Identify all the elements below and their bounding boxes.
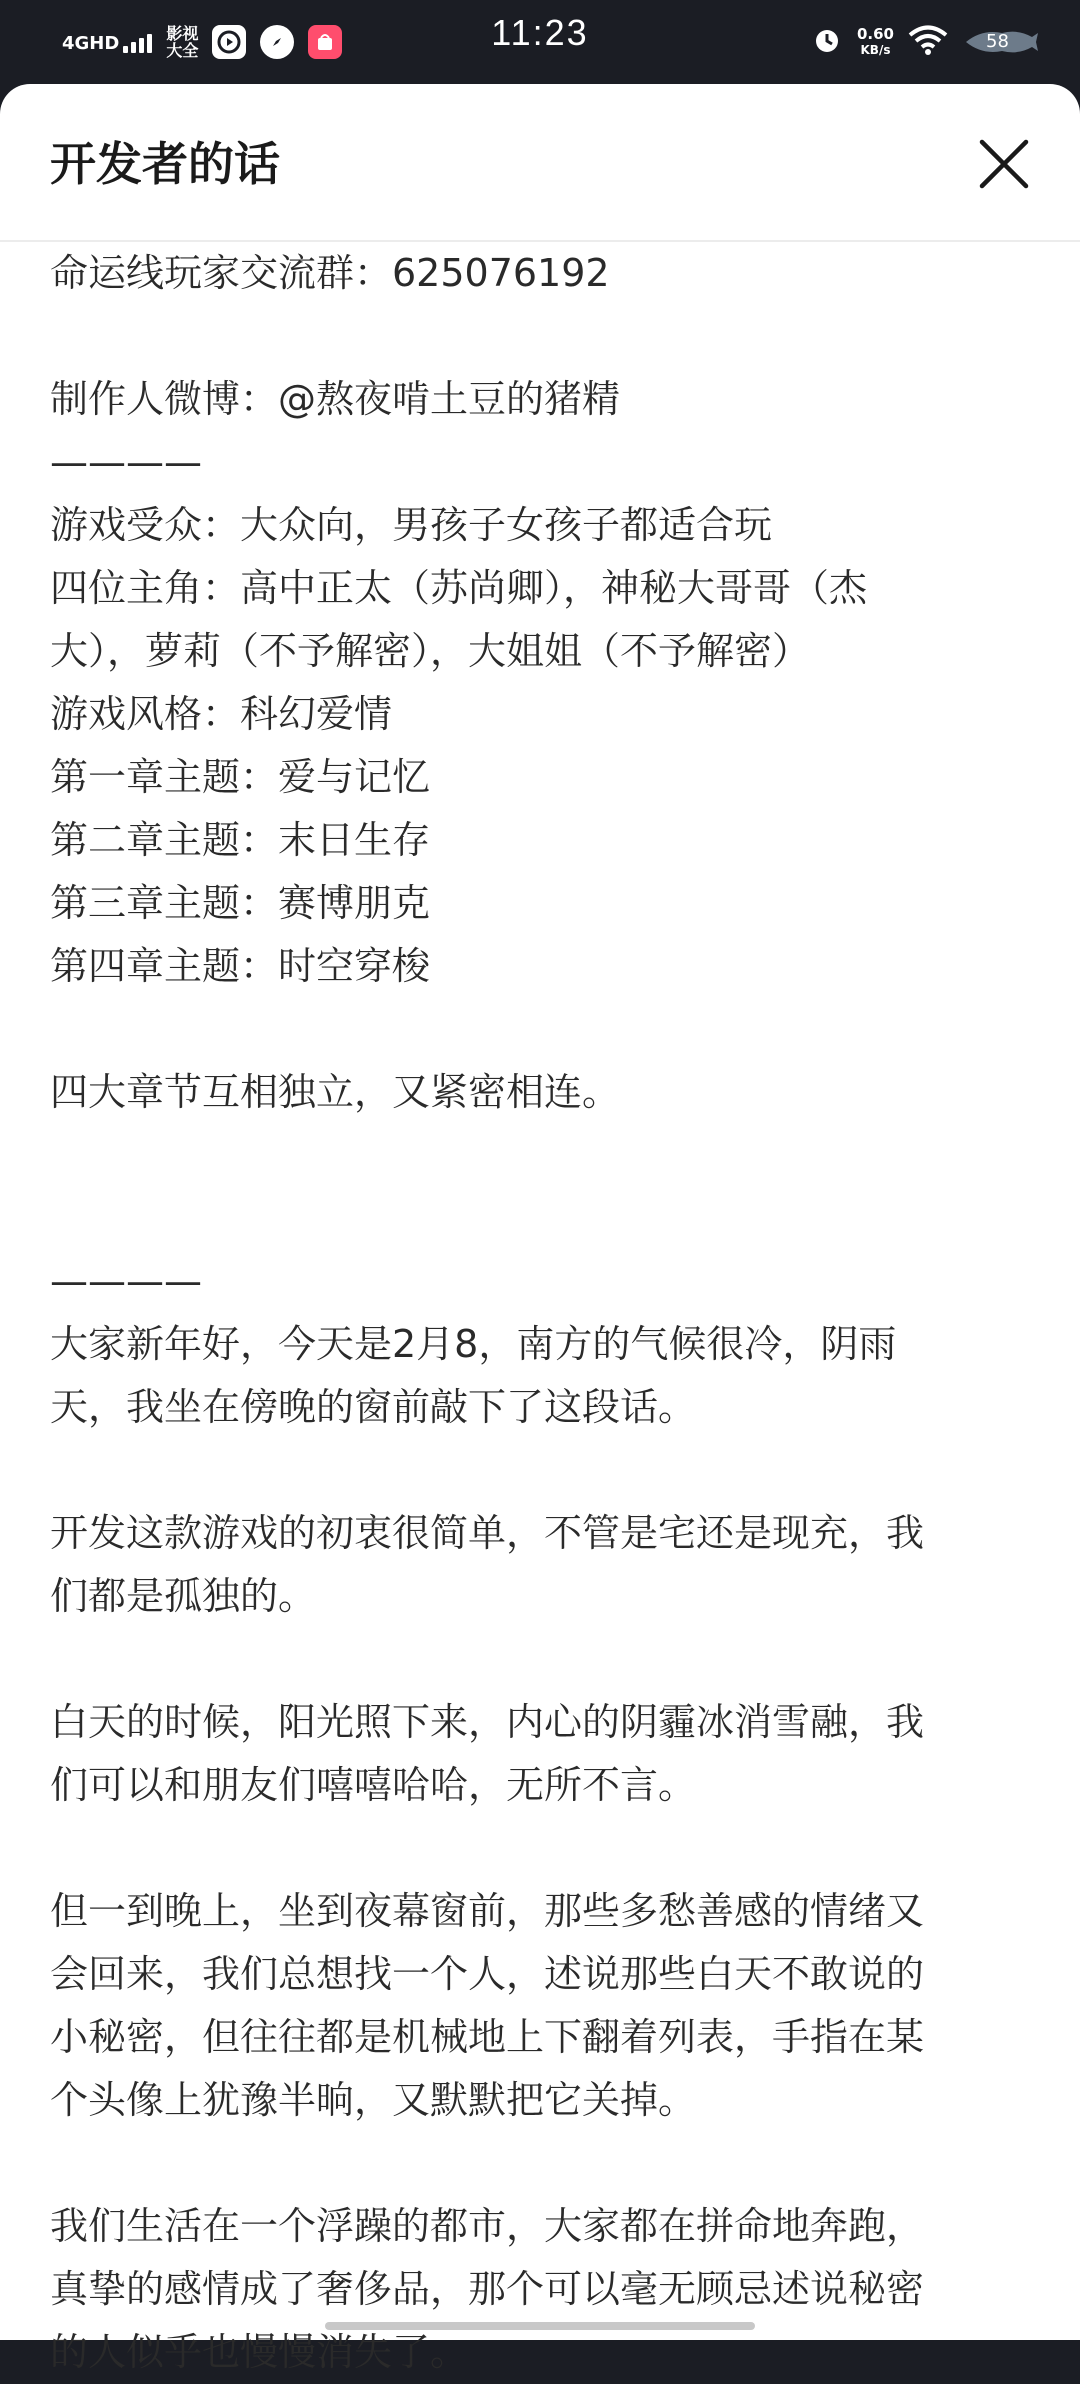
close-icon bbox=[976, 136, 1032, 192]
speed-unit: KB/s bbox=[860, 43, 891, 57]
status-bar bbox=[0, 0, 1080, 84]
blank-line bbox=[50, 1628, 1030, 1691]
notes-text bbox=[50, 240, 1030, 2384]
text-line: ———— bbox=[50, 1259, 202, 1303]
blank-line bbox=[50, 2132, 1030, 2195]
text-line: 制作人微博：@熬夜啃土豆的猪精 bbox=[50, 377, 621, 421]
status-right bbox=[811, 20, 1040, 64]
text-line: 但一到晚上，坐到夜幕窗前，那些多愁善感的情绪又 bbox=[50, 1889, 925, 1933]
text-line: ———— bbox=[50, 440, 202, 484]
sheet-header bbox=[0, 84, 1080, 242]
text-line: 第一章主题：爱与记忆 bbox=[50, 755, 431, 799]
blank-line bbox=[50, 1124, 1030, 1187]
text-line: 大家新年好，今天是2月8，南方的气候很冷，阴雨 bbox=[50, 1322, 897, 1366]
text-line: 开发这款游戏的初衷很简单，不管是宅还是现充，我 bbox=[50, 1511, 925, 1555]
close-button[interactable] bbox=[968, 128, 1040, 200]
video-app-icon: 影视 大全 bbox=[166, 24, 199, 60]
blank-line bbox=[50, 305, 1030, 368]
text-line: 游戏受众：大众向，男孩子女孩子都适合玩 bbox=[50, 503, 773, 547]
battery-level: 58 bbox=[986, 31, 1009, 52]
text-line: 第三章主题：赛博朋克 bbox=[50, 881, 431, 925]
blank-line bbox=[50, 1187, 1030, 1250]
text-line: 天，我坐在傍晚的窗前敲下了这段话。 bbox=[50, 1385, 697, 1429]
text-line: 第四章主题：时空穿梭 bbox=[50, 944, 431, 988]
developer-notes-sheet bbox=[0, 84, 1080, 2374]
alarm-icon bbox=[811, 24, 843, 60]
text-line: 的人似乎也慢慢消失了。 bbox=[50, 2330, 469, 2374]
text-line: 游戏风格：科幻爱情 bbox=[50, 692, 393, 736]
text-line: 大），萝莉（不予解密），大姐姐（不予解密） bbox=[50, 629, 811, 673]
text-line: 小秘密，但往往都是机械地上下翻着列表，手指在某 bbox=[50, 2015, 925, 2059]
wifi-icon bbox=[908, 24, 948, 60]
clock: 11:23 bbox=[491, 12, 589, 53]
blank-line bbox=[50, 1439, 1030, 1502]
text-line: 命运线玩家交流群：625076192 bbox=[50, 251, 610, 295]
text-line: 会回来，我们总想找一个人，述说那些白天不敢说的 bbox=[50, 1952, 925, 1996]
network-label: 4GHD bbox=[62, 33, 120, 54]
text-line: 第二章主题：末日生存 bbox=[50, 818, 431, 862]
text-line: 四位主角：高中正太（苏尚卿），神秘大哥哥（杰 bbox=[50, 566, 868, 610]
blank-line bbox=[50, 1817, 1030, 1880]
blank-line bbox=[50, 998, 1030, 1061]
text-line: 白天的时候，阳光照下来，内心的阴霾冰消雪融，我 bbox=[50, 1700, 925, 1744]
text-line: 们都是孤独的。 bbox=[50, 1574, 317, 1618]
text-line: 个头像上犹豫半晌，又默默把它关掉。 bbox=[50, 2078, 697, 2122]
network-speed bbox=[857, 26, 894, 58]
page-title: 开发者的话 bbox=[50, 137, 280, 191]
battery-icon bbox=[962, 25, 1040, 59]
home-indicator[interactable] bbox=[325, 2322, 755, 2330]
speed-value: 0.60 bbox=[856, 25, 894, 43]
text-line: 们可以和朋友们嘻嘻哈哈，无所不言。 bbox=[50, 1763, 697, 1807]
text-line: 真挚的感情成了奢侈品，那个可以毫无顾忌述说秘密 bbox=[50, 2267, 925, 2311]
text-line: 四大章节互相独立，又紧密相连。 bbox=[50, 1070, 621, 1114]
text-line: 我们生活在一个浮躁的都市，大家都在拼命地奔跑， bbox=[50, 2204, 925, 2248]
